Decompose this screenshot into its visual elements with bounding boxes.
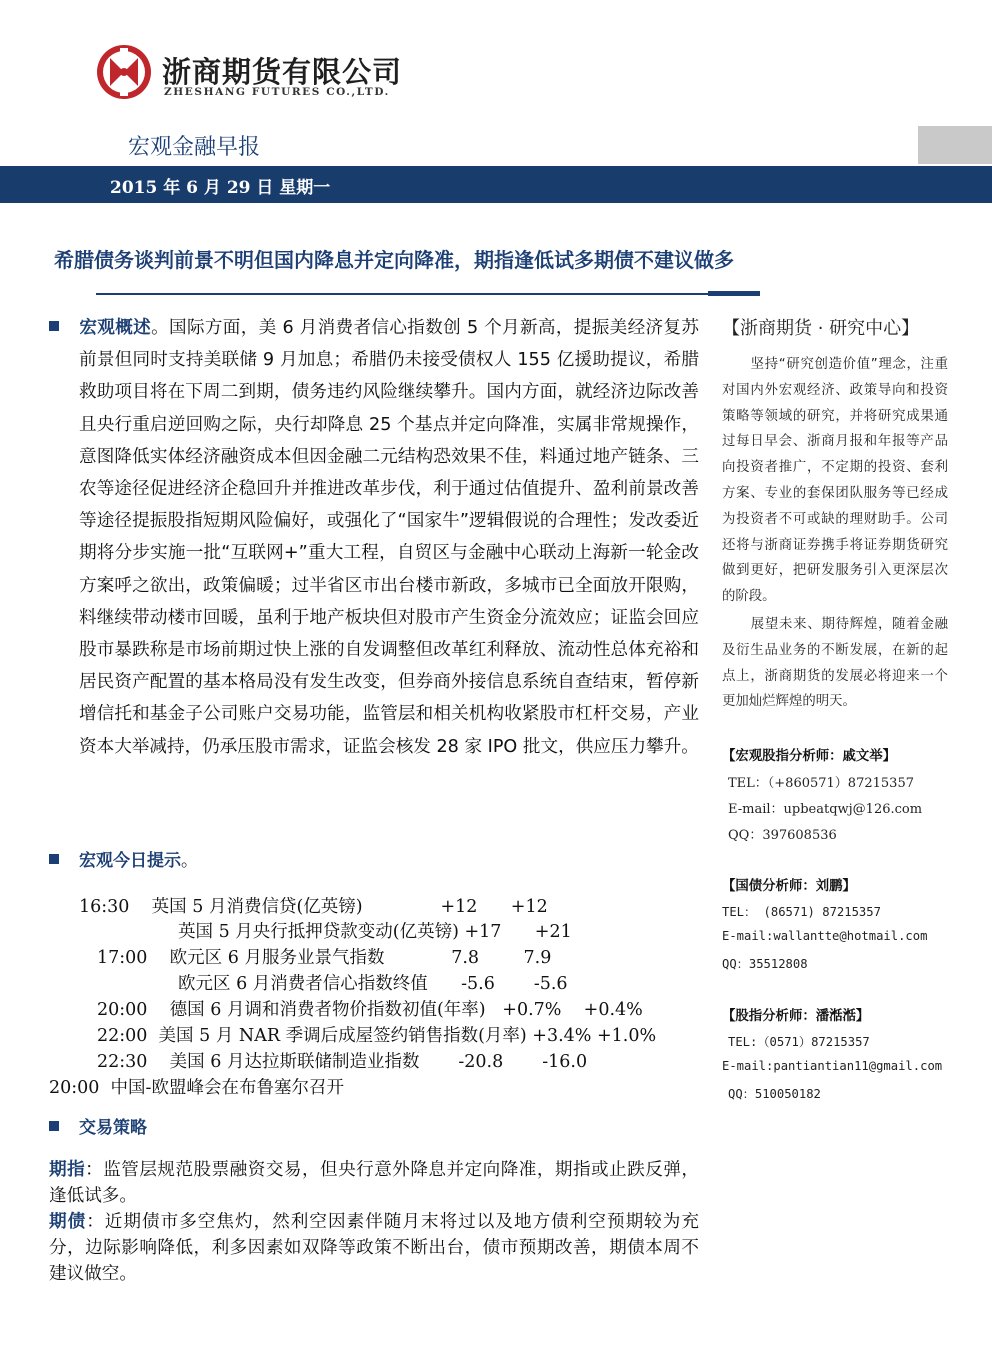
sidebar-title: 【浙商期货 · 研究中心】	[722, 318, 920, 339]
sidebar-intro-2	[722, 612, 948, 715]
company-name-en: ZHESHANG FUTURES CO.,LTD.	[164, 86, 390, 98]
analyst-tel: TEL：（+860571）87215357	[728, 776, 914, 791]
square-bullet-icon	[49, 854, 59, 864]
analyst-heading: 【国债分析师：刘鹏】	[722, 879, 856, 894]
square-bullet-icon	[49, 321, 59, 331]
sidebar-intro-2-text: 展望未来、期待辉煌，随着金融及衍生品业务的不断发展，在新的起点上，浙商期货的发展必将迎来一个更加灿烂辉煌的明天。	[722, 617, 948, 710]
schedule-row: 16:30 英国 5 月消费信贷(亿英镑) +12 +12	[79, 897, 548, 917]
analyst-email[interactable]: E-mail:wallantte@hotmail.com	[722, 929, 928, 943]
today-tips-heading: 宏观今日提示	[79, 851, 181, 871]
strategy-text: ：监管层规范股票融资交易，但央行意外降息并定向降准，期指或止跌反弹，逢低试多。	[49, 1160, 699, 1206]
macro-overview-text: 。国际方面，美 6 月消费者信心指数创 5 个月新高，提振美经济复苏前景但同时支持美联储 9 月加息；希腊仍未接受债权人 155 亿援助提议，希腊救助项目将在下周二到期，债务违约风险继续攀升。国内方面，就经济边际改善且央行重启逆回购之际，央行却降息 25 个基点并定向降准，实属非常规操作，意图降低实体经济融资成本但因金融二元结构恐效果不佳，料通过地产链条、三农等途径促进经济企稳回升并推进改革步伐，利于通过估值提升、盈利前景改善等途径提振股指短期风险偏好，或强化了“国家牛”逻辑假说的合理性；发改委近期将分步实施一批“互联网+”重大工程，自贸区与金融中心联动上海新一轮金改方案呼之欲出，政策偏暖；过半省区市出台楼市新政，多城市已全面放开限购，料继续带动楼市回暖，虽利于地产板块但对股市产生资金分流效应；证监会回应股市暴跌称是市场前期过快上涨的自发调整但改革红利释放、流动性总体充裕和居民资产配置的基本格局没有发生改变，但券商外接信息系统自查结束，暂停新增信托和基金子公司账户交易功能，监管层和相关机构收紧股市杠杆交易，产业资本大举减持，仍承压股市需求，证监会核发 28 家 IPO 批文，供应压力攀升。	[79, 318, 699, 757]
schedule-row: 22:00 美国 5 月 NAR 季调后成屋签约销售指数(月率) +3.4% +1.0%	[97, 1026, 657, 1046]
company-name-cn: 浙商期货有限公司	[162, 55, 403, 89]
analyst-tel: TEL:（0571）87215357	[728, 1035, 870, 1049]
today-tips-heading-row	[49, 846, 198, 871]
header-gray-block	[918, 126, 992, 164]
schedule-row: 英国 5 月央行抵押贷款变动(亿英镑) +17 +21	[178, 922, 572, 942]
strategy-index-futures	[49, 1157, 699, 1209]
strategy-text: ：近期债市多空焦灼，然利空因素伴随月末将过以及地方债利空预期较为充分，边际影响降低，利多因素如双降等政策不断出台，债市预期改善，期债本周不建议做空。	[49, 1212, 699, 1284]
strategy-heading: 交易策略	[79, 1118, 147, 1138]
schedule-row: 欧元区 6 月消费者信心指数终值 -5.6 -5.6	[178, 974, 568, 994]
schedule-row: 20:00 德国 6 月调和消费者物价指数初值(年率) +0.7% +0.4%	[97, 1000, 643, 1020]
schedule-row: 20:00 中国-欧盟峰会在布鲁塞尔召开	[49, 1078, 344, 1098]
company-logo-icon	[96, 44, 152, 100]
schedule-row: 22:30 美国 6 月达拉斯联储制造业指数 -20.8 -16.0	[97, 1052, 588, 1072]
report-type-title: 宏观金融早报	[128, 135, 261, 160]
analyst-qq: QQ：397608536	[728, 828, 837, 843]
analyst-email[interactable]: E-mail：upbeatqwj@126.com	[728, 802, 923, 817]
analyst-qq: QQ：510050182	[728, 1087, 821, 1101]
analyst-qq: QQ：35512808	[722, 957, 808, 971]
headline-divider-accent	[708, 291, 760, 296]
report-date: 2015 年 6 月 29 日 星期一	[110, 178, 331, 198]
strategy-label: 期指	[49, 1160, 86, 1180]
strategy-label: 期债	[49, 1212, 87, 1232]
today-tips-heading-suffix: 。	[181, 851, 198, 871]
report-headline: 希腊债务谈判前景不明但国内降息并定向降准，期指逢低试多期债不建议做多	[54, 248, 734, 272]
strategy-heading-row	[49, 1113, 147, 1138]
macro-overview-section	[79, 312, 699, 763]
schedule-row: 17:00 欧元区 6 月服务业景气指数 7.8 7.9	[97, 948, 552, 968]
analyst-heading: 【股指分析师：潘湉湉】	[722, 1009, 870, 1024]
headline-divider	[96, 293, 760, 295]
strategy-bond-futures	[49, 1209, 699, 1287]
macro-overview-heading: 宏观概述	[79, 318, 152, 338]
analyst-tel: TEL： (86571) 87215357	[722, 905, 881, 919]
square-bullet-icon	[49, 1121, 59, 1131]
analyst-email[interactable]: E-mail:pantiantian11@gmail.com	[722, 1059, 943, 1073]
sidebar-intro-1	[722, 352, 948, 610]
sidebar-intro-1-text: 坚持“研究创造价值”理念，注重对国内外宏观经济、政策导向和投资策略等领域的研究，并将研究成果通过每日早会、浙商月报和年报等产品向投资者推广，不定期的投资、套利方案、专业的套保团队服务等已经成为投资者不可或缺的理财助手。公司还将与浙商证券携手将证券期货研究做到更好，把研发服务引入更深层次的阶段。	[722, 357, 948, 605]
analyst-heading: 【宏观股指分析师：戚文举】	[722, 749, 897, 764]
